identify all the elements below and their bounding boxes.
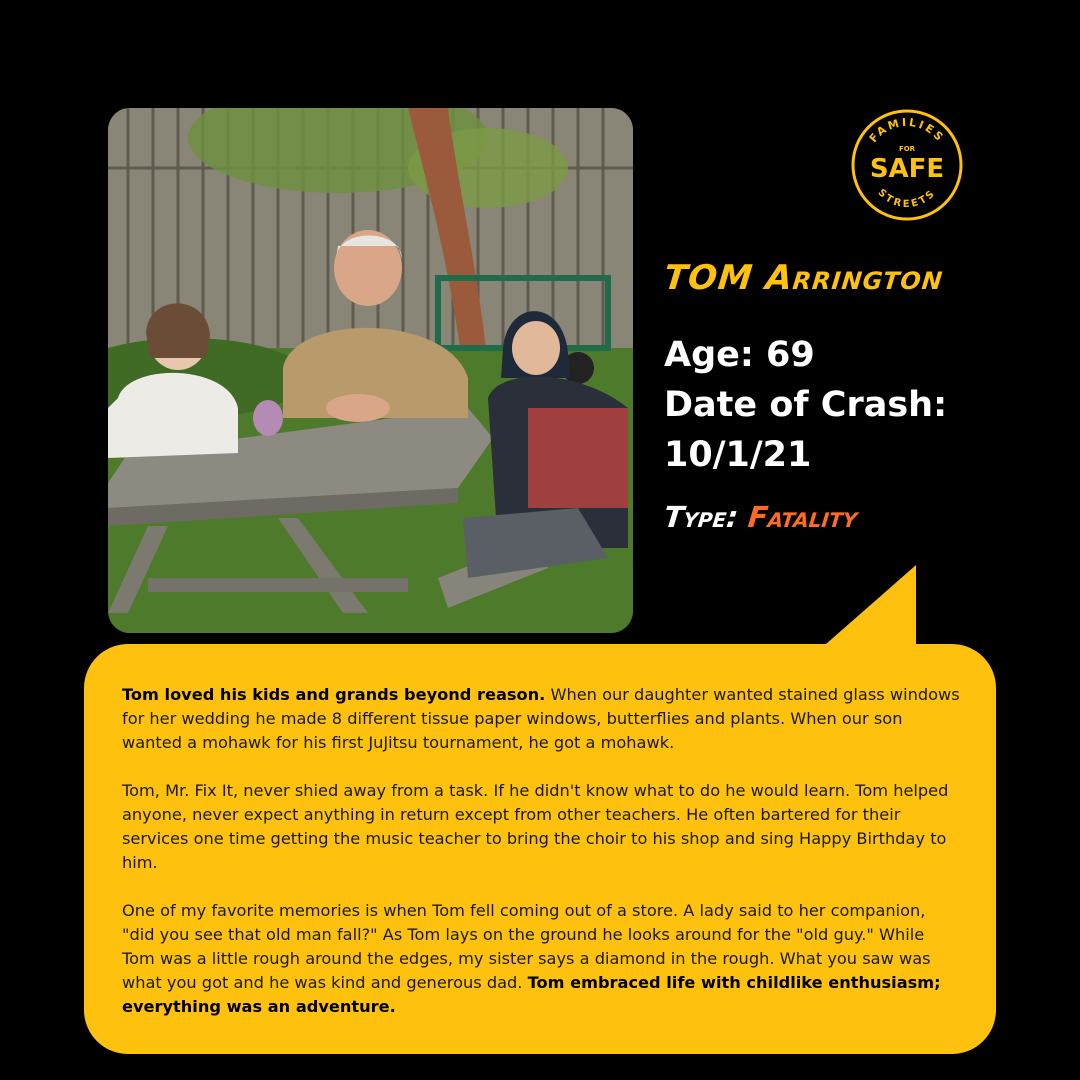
crash-date-value: 10/1/21	[664, 435, 812, 475]
memorial-photo	[108, 108, 633, 633]
story-text	[122, 683, 962, 1043]
story-paragraph-1	[122, 683, 962, 755]
logo-main-text: SAFE	[869, 154, 945, 184]
victim-name: TOM Arrington	[661, 258, 946, 298]
story-p3-text: One of my favorite memories is when Tom fell coming out of a store. A lady said to her companion, "did you see that old man fall?" As Tom lays on the ground he looks around for the "old guy." While Tom was a little rough around the edges, my sister says a diamond in the rough. What you saw was what you got and he was kind and generous dad.	[122, 901, 931, 992]
crash-type	[662, 500, 1066, 534]
crash-type-value: Fatality	[746, 500, 860, 534]
crash-date-label: Date of Crash:	[664, 385, 948, 425]
svg-text:STREETS	[876, 187, 939, 210]
age-line: Age: 69	[664, 335, 815, 375]
crash-type-label: Type:	[662, 500, 740, 534]
story-p1-bold: Tom loved his kids and grands beyond reason.	[122, 685, 546, 704]
story-paragraph-2: Tom, Mr. Fix It, never shied away from a task. If he didn't know what to do he would learn. Tom helped anyone, never expect anything in return except from other teachers. He often bartered for their services one time getting the music teacher to bring the choir to his shop and sing Happy Birthday to him.	[122, 781, 949, 872]
families-for-safe-streets-logo	[850, 108, 964, 222]
story-p1-text: When our daughter wanted stained glass windows for her wedding he made 8 different tissue paper windows, butterflies and plants. When our son wanted a mohawk for his first JuJitsu tournament, he got a mohawk.	[122, 685, 960, 752]
logo-for-text: FOR	[898, 145, 916, 153]
story-paragraph-3	[122, 899, 962, 1019]
logo-top-text: FAMILIES	[866, 115, 948, 146]
story-p3-bold: Tom embraced life with childlike enthusiasm; everything was an adventure.	[122, 973, 941, 1016]
victim-stats	[664, 330, 1064, 480]
logo-bottom-text: STREETS	[875, 187, 939, 211]
